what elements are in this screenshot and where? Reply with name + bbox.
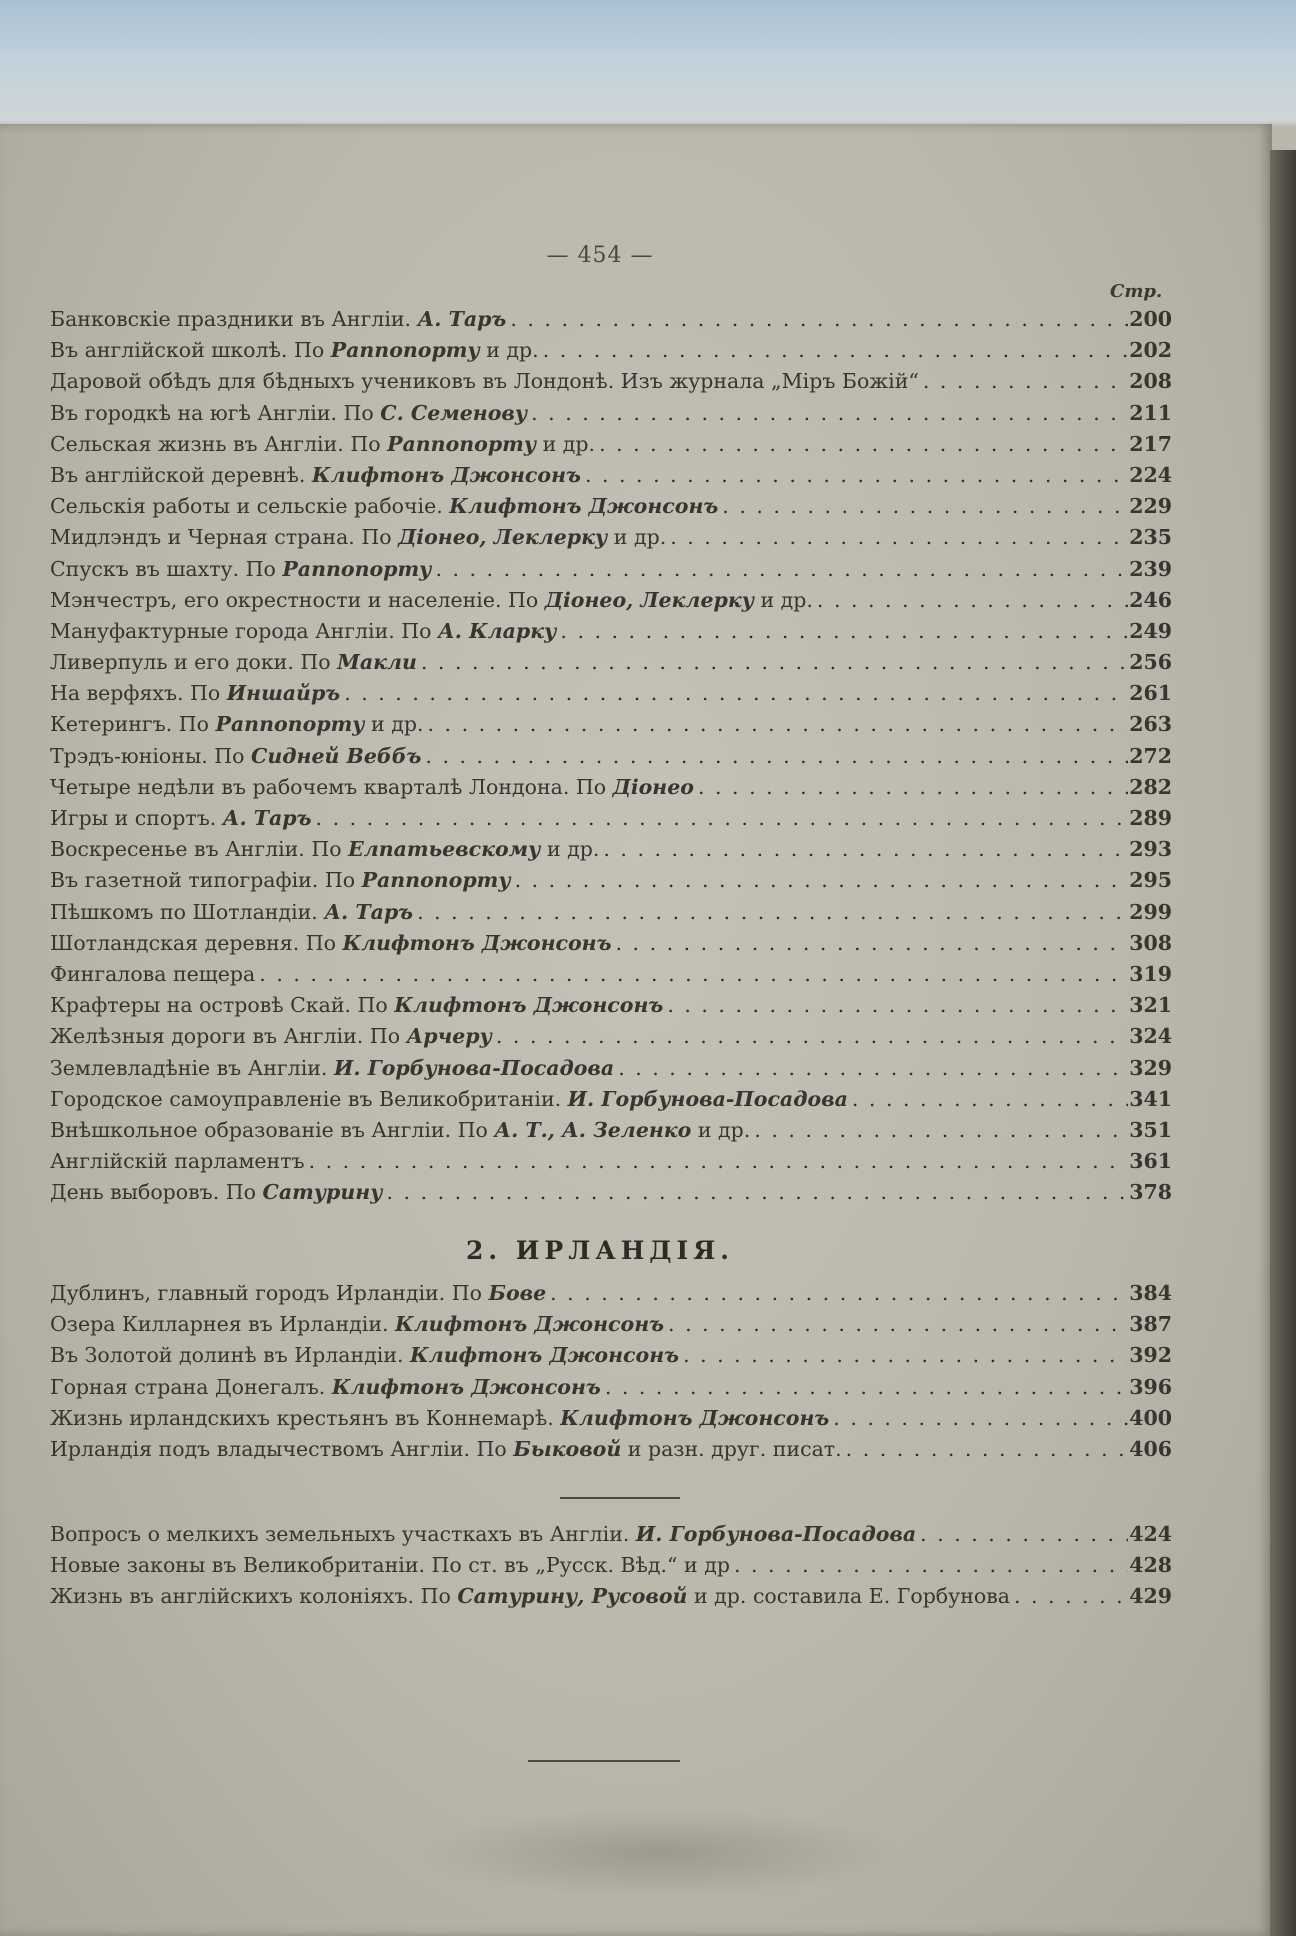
entry-page-number: 361 bbox=[1129, 1149, 1172, 1174]
entry-page-number: 246 bbox=[1129, 587, 1172, 612]
entry-title-text: Воскресенье въ Англіи. По bbox=[50, 837, 349, 862]
entry-page-number: 217 bbox=[1129, 431, 1172, 456]
leader-dots bbox=[556, 616, 1128, 647]
entry-author: А. Т., А. Зеленко bbox=[494, 1117, 692, 1142]
entry-title-text: Даровой обѣдъ для бѣдныхъ учениковъ въ Лондонѣ. Изъ журнала „Міръ Божій“ bbox=[50, 369, 919, 394]
entry-tail: и др. составила Е. Горбунова bbox=[687, 1584, 1010, 1609]
toc-entry-title bbox=[50, 491, 718, 522]
toc-entry bbox=[50, 1309, 1172, 1340]
toc-entry-title bbox=[50, 1053, 614, 1084]
entry-title-text: Пѣшкомъ по Шотландіи. bbox=[50, 899, 325, 924]
entry-page-number: 272 bbox=[1129, 743, 1172, 768]
toc-entry-title bbox=[50, 928, 612, 959]
entry-author: И. Горбунова-Посадова bbox=[567, 1086, 848, 1111]
entry-title-text: Въ Золотой долинѣ въ Ирландіи. bbox=[50, 1343, 411, 1368]
section-title-ireland: 2. ИРЛАНДІЯ. bbox=[466, 1236, 734, 1265]
end-divider bbox=[528, 1760, 680, 1762]
toc-entry-title bbox=[50, 1550, 730, 1581]
entry-page-number: 406 bbox=[1129, 1436, 1172, 1461]
toc-entry-title bbox=[50, 1146, 305, 1177]
toc-ireland bbox=[50, 1278, 1172, 1465]
leader-dots bbox=[813, 585, 1128, 616]
toc-entry-title bbox=[50, 460, 581, 491]
leader-dots bbox=[919, 366, 1128, 397]
leader-dots bbox=[718, 491, 1128, 522]
entry-title-text: Сельскія работы и сельскіе рабочіе. bbox=[50, 494, 450, 519]
entry-author: С. Семенову bbox=[380, 400, 528, 425]
leader-dots bbox=[601, 1372, 1128, 1403]
toc-entry bbox=[50, 1177, 1172, 1208]
entry-tail: и др. bbox=[753, 587, 813, 612]
entry-title-text: Шотландская деревня. По bbox=[50, 930, 343, 955]
leader-dots bbox=[255, 959, 1128, 990]
toc-entry bbox=[50, 1053, 1172, 1084]
entry-page-number: 239 bbox=[1129, 556, 1172, 581]
toc-entry bbox=[50, 1519, 1172, 1550]
toc-entry-title bbox=[50, 366, 919, 397]
leader-dots bbox=[848, 1084, 1128, 1115]
entry-tail: и др. bbox=[607, 525, 667, 550]
entry-title-text: Ирландія подъ владычествомъ Англіи. По bbox=[50, 1436, 514, 1461]
leader-dots bbox=[581, 460, 1128, 491]
entry-title-text: Внѣшкольное образованіе въ Англіи. По bbox=[50, 1117, 495, 1142]
toc-entry-title bbox=[50, 865, 511, 896]
toc-entry bbox=[50, 554, 1172, 585]
toc-entry bbox=[50, 522, 1172, 553]
toc-entry-title bbox=[50, 398, 527, 429]
entry-author: Діонео, Леклерку bbox=[398, 525, 608, 550]
toc-entry bbox=[50, 678, 1172, 709]
leader-dots bbox=[305, 1146, 1128, 1177]
entry-page-number: 261 bbox=[1129, 681, 1172, 706]
toc-entry bbox=[50, 304, 1172, 335]
entry-page-number: 308 bbox=[1129, 930, 1172, 955]
entry-title-text: Фингалова пещера bbox=[50, 961, 256, 986]
entry-title-text: Озера Килларнея въ Ирландіи. bbox=[50, 1312, 396, 1337]
entry-title-text: Мэнчестръ, его окрестности и населеніе. По bbox=[50, 587, 545, 612]
entry-page-number: 396 bbox=[1129, 1374, 1172, 1399]
entry-author: Сатурину, Русовой bbox=[457, 1584, 688, 1609]
toc-england bbox=[50, 304, 1172, 1208]
entry-title-text: Банковскіе праздники въ Англіи. bbox=[50, 307, 418, 331]
leader-dots bbox=[383, 1177, 1129, 1208]
entry-title-text: Игры и спортъ. bbox=[50, 806, 223, 830]
entry-title-text: Четыре недѣли въ рабочемъ кварталѣ Лондона. По bbox=[50, 774, 613, 799]
entry-author: Раппопорту bbox=[361, 868, 511, 893]
entry-author: Раппопорту bbox=[387, 431, 537, 456]
entry-title-text: Кетерингъ. По bbox=[50, 712, 216, 737]
toc-entry-title bbox=[50, 1084, 848, 1115]
entry-title-text: Англійскій парламентъ bbox=[50, 1149, 305, 1174]
leader-dots bbox=[312, 803, 1128, 834]
entry-page-number: 224 bbox=[1129, 462, 1172, 487]
entry-page-number: 299 bbox=[1129, 899, 1172, 924]
entry-title-text: На верфяхъ. По bbox=[50, 681, 227, 706]
toc-entry-title bbox=[50, 522, 666, 553]
entry-title-text: Ливерпуль и его доки. По bbox=[50, 650, 338, 675]
toc-entry bbox=[50, 1084, 1172, 1115]
entry-author: Клифтонъ Джонсонъ bbox=[449, 494, 719, 519]
entry-page-number: 378 bbox=[1129, 1180, 1172, 1205]
toc-entry bbox=[50, 959, 1172, 990]
toc-entry-title bbox=[50, 959, 255, 990]
entry-author: Иншайръ bbox=[226, 681, 341, 706]
toc-entry bbox=[50, 772, 1172, 803]
entry-title-text: Жизнь въ англійскихъ колоніяхъ. По bbox=[50, 1584, 458, 1609]
entry-author: Раппопорту bbox=[330, 338, 480, 363]
leader-dots bbox=[829, 1403, 1128, 1434]
toc-entry bbox=[50, 1115, 1172, 1146]
toc-entry bbox=[50, 1581, 1172, 1612]
leader-dots bbox=[340, 678, 1128, 709]
entry-author: Клифтонъ Джонсонъ bbox=[311, 462, 581, 487]
toc-entry-title bbox=[50, 803, 312, 834]
toc-entry bbox=[50, 834, 1172, 865]
entry-page-number: 289 bbox=[1129, 806, 1172, 830]
toc-entry bbox=[50, 491, 1172, 522]
entry-title-text: Крафтеры на островѣ Скай. По bbox=[50, 993, 395, 1018]
entry-author: Быковой bbox=[513, 1436, 622, 1461]
entry-author: И. Горбунова-Посадова bbox=[333, 1055, 615, 1080]
entry-page-number: 295 bbox=[1129, 868, 1172, 893]
entry-page-number: 351 bbox=[1129, 1117, 1172, 1142]
entry-tail: и др. bbox=[479, 338, 539, 363]
leader-dots bbox=[413, 897, 1128, 928]
entry-page-number: 229 bbox=[1129, 494, 1172, 519]
toc-entry-title bbox=[50, 1309, 664, 1340]
entry-author: Раппопорту bbox=[282, 556, 432, 581]
entry-author: Клифтонъ Джонсонъ bbox=[410, 1343, 680, 1368]
toc-entry-title bbox=[50, 1115, 750, 1146]
entry-author: Клифтонъ Джонсонъ bbox=[331, 1374, 601, 1399]
leader-dots bbox=[750, 1115, 1128, 1146]
leader-dots bbox=[424, 709, 1129, 740]
toc-entry-title bbox=[50, 897, 413, 928]
entry-page-number: 319 bbox=[1129, 961, 1172, 986]
entry-title-text: Въ англійской деревнѣ. bbox=[50, 462, 312, 487]
toc-appendix bbox=[50, 1519, 1172, 1613]
entry-page-number: 324 bbox=[1129, 1024, 1172, 1049]
toc-entry-title bbox=[50, 1278, 546, 1309]
toc-entry bbox=[50, 1403, 1172, 1434]
toc-entry-title bbox=[50, 990, 663, 1021]
leader-dots bbox=[492, 1021, 1128, 1052]
leader-dots bbox=[664, 1309, 1128, 1340]
entry-page-number: 387 bbox=[1129, 1312, 1172, 1337]
toc-entry bbox=[50, 709, 1172, 740]
toc-entry-title bbox=[50, 709, 424, 740]
entry-title-text: Вопросъ о мелкихъ земельныхъ участкахъ въ Англіи. bbox=[50, 1522, 636, 1546]
bleed-through-text bbox=[420, 1808, 900, 1898]
entry-tail: и др. bbox=[536, 431, 596, 456]
entry-page-number: 263 bbox=[1129, 712, 1172, 737]
toc-entry bbox=[50, 897, 1172, 928]
toc-entry bbox=[50, 1550, 1172, 1581]
toc-entry-title bbox=[50, 335, 539, 366]
toc-entry bbox=[50, 990, 1172, 1021]
entry-page-number: 256 bbox=[1129, 650, 1172, 675]
entry-title-text: Въ городкѣ на югѣ Англіи. По bbox=[50, 400, 381, 425]
entry-tail: и разн. друг. писат. bbox=[621, 1436, 842, 1461]
toc-entry bbox=[50, 865, 1172, 896]
entry-title-text: Спускъ въ шахту. По bbox=[50, 556, 283, 581]
toc-entry-title bbox=[50, 1581, 1010, 1612]
toc-entry bbox=[50, 335, 1172, 366]
section-divider bbox=[560, 1497, 680, 1499]
toc-entry-title bbox=[50, 429, 595, 460]
leader-dots bbox=[421, 741, 1128, 772]
leader-dots bbox=[417, 647, 1128, 678]
leader-dots bbox=[842, 1434, 1128, 1465]
toc-entry bbox=[50, 1340, 1172, 1371]
toc-entry bbox=[50, 647, 1172, 678]
toc-entry-title bbox=[50, 678, 340, 709]
entry-author: А. Таръ bbox=[417, 307, 507, 331]
page-number: — 454 — bbox=[546, 243, 654, 268]
book-spine bbox=[1270, 150, 1296, 1936]
entry-title-text: Желѣзныя дороги въ Англіи. По bbox=[50, 1024, 407, 1049]
entry-title-text: Новые законы въ Великобританіи. По ст. въ „Русск. Вѣд.“ и др bbox=[50, 1553, 730, 1578]
toc-entry bbox=[50, 1434, 1172, 1465]
leader-dots bbox=[527, 398, 1128, 429]
entry-author: Елпатьевскому bbox=[348, 837, 541, 862]
leader-dots bbox=[612, 928, 1128, 959]
toc-entry bbox=[50, 460, 1172, 491]
leader-dots bbox=[679, 1340, 1128, 1371]
entry-author: И. Горбунова-Посадова bbox=[635, 1522, 917, 1546]
toc-entry-title bbox=[50, 616, 556, 647]
entry-page-number: 282 bbox=[1129, 774, 1172, 799]
entry-title-text: День выборовъ. По bbox=[50, 1180, 263, 1205]
entry-title-text: Въ англійской школѣ. По bbox=[50, 338, 331, 363]
entry-title-text: Въ газетной типографіи. По bbox=[50, 868, 362, 893]
entry-author: Сидней Веббъ bbox=[251, 743, 422, 768]
entry-title-text: Трэдъ-юніоны. По bbox=[50, 743, 252, 768]
toc-entry-title bbox=[50, 1177, 383, 1208]
toc-entry bbox=[50, 1278, 1172, 1309]
entry-page-number: 249 bbox=[1129, 618, 1172, 643]
entry-author: Клифтонъ Джонсонъ bbox=[342, 930, 612, 955]
entry-author: Макли bbox=[337, 650, 417, 675]
leader-dots bbox=[694, 772, 1128, 803]
toc-entry-title bbox=[50, 1340, 679, 1371]
toc-entry-title bbox=[50, 772, 694, 803]
entry-page-number: 200 bbox=[1129, 307, 1172, 331]
leader-dots bbox=[511, 865, 1128, 896]
leader-dots bbox=[546, 1278, 1128, 1309]
entry-author: А. Таръ bbox=[324, 899, 414, 924]
entry-page-number: 321 bbox=[1129, 993, 1172, 1018]
entry-page-number: 341 bbox=[1129, 1086, 1172, 1111]
toc-entry-title bbox=[50, 1434, 842, 1465]
leader-dots bbox=[595, 429, 1128, 460]
toc-entry bbox=[50, 1146, 1172, 1177]
leader-dots bbox=[663, 990, 1128, 1021]
entry-page-number: 293 bbox=[1129, 837, 1172, 862]
entry-author: А. Таръ bbox=[222, 806, 312, 830]
leader-dots bbox=[431, 554, 1128, 585]
toc-entry bbox=[50, 585, 1172, 616]
entry-title-text: Мидлэндъ и Черная страна. По bbox=[50, 525, 399, 550]
leader-dots bbox=[506, 304, 1128, 335]
entry-title-text: Дублинъ, главный городъ Ирландіи. По bbox=[50, 1281, 489, 1305]
entry-page-number: 208 bbox=[1129, 369, 1172, 394]
entry-title-text: Городское самоуправленіе въ Великобританіи. bbox=[50, 1086, 568, 1111]
entry-page-number: 428 bbox=[1129, 1553, 1172, 1578]
entry-page-number: 400 bbox=[1129, 1405, 1172, 1430]
entry-title-text: Сельская жизнь въ Англіи. По bbox=[50, 431, 388, 456]
leader-dots bbox=[599, 834, 1128, 865]
entry-title-text: Горная страна Донегалъ. bbox=[50, 1374, 332, 1399]
entry-page-number: 392 bbox=[1129, 1343, 1172, 1368]
toc-entry-title bbox=[50, 304, 506, 335]
leader-dots bbox=[916, 1519, 1128, 1550]
entry-title-text: Мануфактурные города Англіи. По bbox=[50, 618, 439, 643]
entry-author: А. Кларку bbox=[438, 618, 557, 643]
entry-author: Клифтонъ Джонсонъ bbox=[395, 1312, 665, 1337]
toc-entry bbox=[50, 366, 1172, 397]
leader-dots bbox=[539, 335, 1128, 366]
toc-entry bbox=[50, 1021, 1172, 1052]
entry-tail: и др. bbox=[540, 837, 600, 862]
toc-entry-title bbox=[50, 647, 417, 678]
entry-author: Сатурину bbox=[262, 1180, 383, 1205]
toc-entry bbox=[50, 741, 1172, 772]
entry-tail: и др. bbox=[364, 712, 424, 737]
entry-author: Клифтонъ Джонсонъ bbox=[394, 993, 664, 1018]
toc-entry-title bbox=[50, 585, 813, 616]
leader-dots bbox=[614, 1053, 1128, 1084]
toc-entry bbox=[50, 1372, 1172, 1403]
entry-author: Бове bbox=[488, 1281, 547, 1305]
toc-entry-title bbox=[50, 834, 599, 865]
entry-author: Діонео, Леклерку bbox=[544, 587, 754, 612]
entry-tail: и др. bbox=[691, 1117, 751, 1142]
entry-author: Діонео bbox=[612, 774, 694, 799]
toc-entry-title bbox=[50, 1403, 829, 1434]
leader-dots bbox=[666, 522, 1128, 553]
toc-entry bbox=[50, 803, 1172, 834]
entry-page-number: 429 bbox=[1129, 1584, 1172, 1609]
toc-entry-title bbox=[50, 741, 421, 772]
toc-entry-title bbox=[50, 1519, 916, 1550]
toc-entry bbox=[50, 928, 1172, 959]
leader-dots bbox=[730, 1550, 1128, 1581]
entry-title-text: Землевладѣніе въ Англіи. bbox=[50, 1055, 334, 1080]
entry-page-number: 384 bbox=[1129, 1281, 1172, 1305]
entry-page-number: 202 bbox=[1129, 338, 1172, 363]
entry-title-text: Жизнь ирландскихъ крестьянъ въ Коннемарѣ. bbox=[50, 1405, 561, 1430]
toc-entry-title bbox=[50, 554, 431, 585]
toc-entry-title bbox=[50, 1372, 601, 1403]
entry-author: Раппопорту bbox=[215, 712, 365, 737]
toc-entry bbox=[50, 429, 1172, 460]
entry-page-number: 424 bbox=[1129, 1522, 1172, 1546]
entry-page-number: 211 bbox=[1129, 400, 1172, 425]
toc-entry-title bbox=[50, 1021, 492, 1052]
entry-page-number: 235 bbox=[1129, 525, 1172, 550]
leader-dots bbox=[1010, 1581, 1128, 1612]
page-column-label: Стр. bbox=[1110, 281, 1163, 302]
entry-author: Арчеру bbox=[406, 1024, 492, 1049]
entry-page-number: 329 bbox=[1129, 1055, 1172, 1080]
toc-entry bbox=[50, 616, 1172, 647]
entry-author: Клифтонъ Джонсонъ bbox=[560, 1405, 830, 1430]
toc-entry bbox=[50, 398, 1172, 429]
